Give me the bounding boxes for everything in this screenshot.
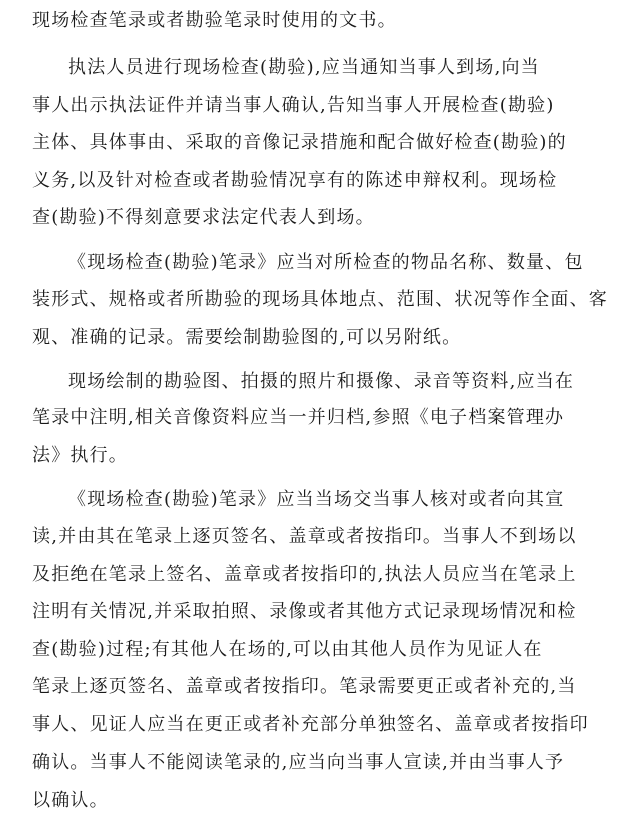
text-line: 读,并由其在笔录上逐页签名、盖章或者按指印。当事人不到场以 (32, 526, 577, 547)
text-line: 执法人员进行现场检查(勘验),应当通知当事人到场,向当 (68, 57, 540, 78)
text-line: 笔录中注明,相关音像资料应当一并归档,参照《电子档案管理办 (32, 407, 565, 428)
text-line: 以确认。 (32, 790, 109, 811)
text-line: 注明有关情况,并采取拍照、录像或者其他方式记录现场情况和检 (32, 601, 577, 622)
text-line: 现场绘制的勘验图、拍摄的照片和摄像、录音等资料,应当在 (68, 371, 575, 392)
text-line: 观、准确的记录。需要绘制勘验图的,可以另附纸。 (32, 327, 462, 348)
text-line: 笔录上逐页签名、盖章或者按指印。笔录需要更正或者补充的,当 (32, 676, 577, 697)
text-line: 义务,以及针对检查或者勘验情况享有的陈述申辩权利。现场检 (32, 170, 558, 191)
text-line: 装形式、规格或者所勘验的现场具体地点、范围、状况等作全面、客 (32, 289, 608, 310)
text-line: 《现场检查(勘验)笔录》应当当场交当事人核对或者向其宣 (68, 489, 565, 510)
text-line: 确认。当事人不能阅读笔录的,应当向当事人宣读,并由当事人予 (32, 752, 565, 773)
text-line: 《现场检查(勘验)笔录》应当对所检查的物品名称、数量、包 (68, 252, 584, 273)
text-line: 查(勘验)不得刻意要求法定代表人到场。 (32, 207, 375, 228)
text-line: 法》执行。 (32, 445, 128, 466)
text-line: 事人出示执法证件并请当事人确认,告知当事人开展检查(勘验) (32, 95, 555, 116)
text-line: 查(勘验)过程;有其他人在场的,可以由其他人员作为见证人在 (32, 639, 543, 660)
text-line: 事人、见证人应当在更正或者补充部分单独签名、盖章或者按指印 (32, 714, 589, 735)
text-line: 及拒绝在笔录上签名、盖章或者按指印的,执法人员应当在笔录上 (32, 564, 577, 585)
text-line: 现场检查笔录或者勘验笔录时使用的文书。 (32, 10, 397, 31)
text-line: 主体、具体事由、采取的音像记录措施和配合做好检查(勘验)的 (32, 132, 567, 153)
